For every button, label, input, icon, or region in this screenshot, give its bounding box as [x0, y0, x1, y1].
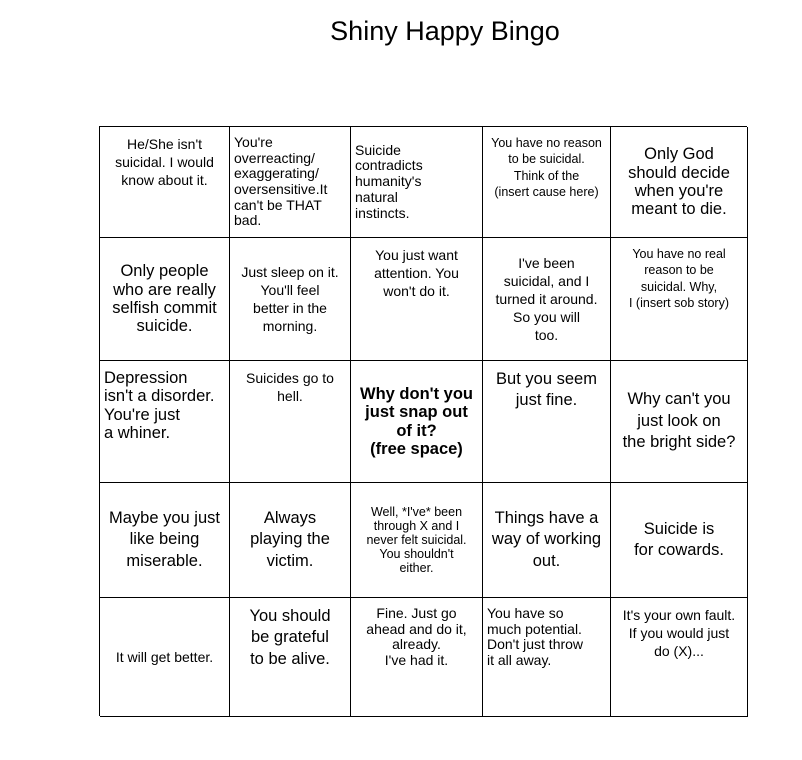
- bingo-cell: [230, 598, 351, 717]
- bingo-cell-text: But you seem just fine.: [496, 370, 597, 410]
- bingo-cell: [351, 127, 483, 238]
- bingo-cell: [611, 598, 748, 717]
- bingo-cell-text: You should be grateful to be alive.: [249, 607, 331, 668]
- bingo-cell: [351, 598, 483, 717]
- bingo-cell: [611, 238, 748, 361]
- bingo-cell-text: Why can't you just look on the bright side?: [622, 390, 736, 452]
- bingo-cell: [611, 361, 748, 483]
- bingo-cell-text: Why don't you just snap out of it? (free space): [360, 384, 473, 458]
- bingo-cell-text: You have no real reason to be suicidal. Why, I (insert sob story): [628, 247, 730, 310]
- bingo-cell-text: You have no reason to be suicidal. Think of the (insert cause here): [491, 136, 602, 199]
- bingo-board: [99, 126, 747, 716]
- page-title: Shiny Happy Bingo: [330, 16, 560, 46]
- bingo-cell-text: Maybe you just like being miserable.: [109, 508, 220, 570]
- free-space-cell: [351, 361, 483, 483]
- bingo-cell-text: Suicides go to hell.: [246, 370, 334, 405]
- bingo-cell: [611, 483, 748, 598]
- bingo-cell-text: Fine. Just go ahead and do it, already. I've had it.: [366, 605, 467, 669]
- bingo-cell: [483, 598, 611, 717]
- bingo-cell-text: Suicide contradicts humanity's natural instincts.: [355, 141, 423, 221]
- bingo-cell-text: Depression isn't a disorder. You're just a whiner.: [104, 369, 215, 443]
- bingo-cell-text: It will get better.: [115, 648, 214, 665]
- bingo-cell: [483, 483, 611, 598]
- bingo-cell: [100, 238, 230, 361]
- bingo-cell-text: Things have a way of working out.: [491, 508, 602, 570]
- bingo-cell: [100, 598, 230, 717]
- bingo-cell: [483, 127, 611, 238]
- bingo-cell: [230, 361, 351, 483]
- bingo-cell-text: Only God should decide when you're meant to die.: [628, 145, 730, 219]
- bingo-cell: [230, 127, 351, 238]
- bingo-cell: [100, 483, 230, 598]
- bingo-cell: [351, 483, 483, 598]
- bingo-cell-text: Only people who are really selfish commit suicide.: [112, 262, 217, 336]
- bingo-cell-text: I've been suicidal, and I turned it around. So you will too.: [495, 254, 598, 344]
- bingo-cell: [483, 361, 611, 483]
- bingo-cell: [230, 238, 351, 361]
- bingo-cell-text: You have so much potential. Don't just throw it all away.: [487, 605, 584, 669]
- bingo-cell-text: It's your own fault. If you would just do (X)...: [622, 607, 736, 660]
- bingo-cell-text: You just want attention. You won't do it.: [374, 247, 459, 300]
- bingo-cell-text: Always playing the victim.: [250, 508, 330, 570]
- bingo-cell: [230, 483, 351, 598]
- bingo-cell-text: He/She isn't suicidal. I would know about it.: [115, 136, 214, 189]
- bingo-cell-text: Well, *I've* been through X and I never felt suicidal. You shouldn't either.: [366, 505, 467, 575]
- bingo-cell: [611, 127, 748, 238]
- bingo-cell: [483, 238, 611, 361]
- bingo-cell: [100, 127, 230, 238]
- bingo-cell-text: Just sleep on it. You'll feel better in the morning.: [241, 263, 339, 335]
- bingo-cell-text: Suicide is for cowards.: [634, 519, 724, 559]
- bingo-cell-text: You're overreacting/ exaggerating/ oversensitive.It can't be THAT bad.: [234, 134, 328, 229]
- bingo-cell: [100, 361, 230, 483]
- bingo-cell: [351, 238, 483, 361]
